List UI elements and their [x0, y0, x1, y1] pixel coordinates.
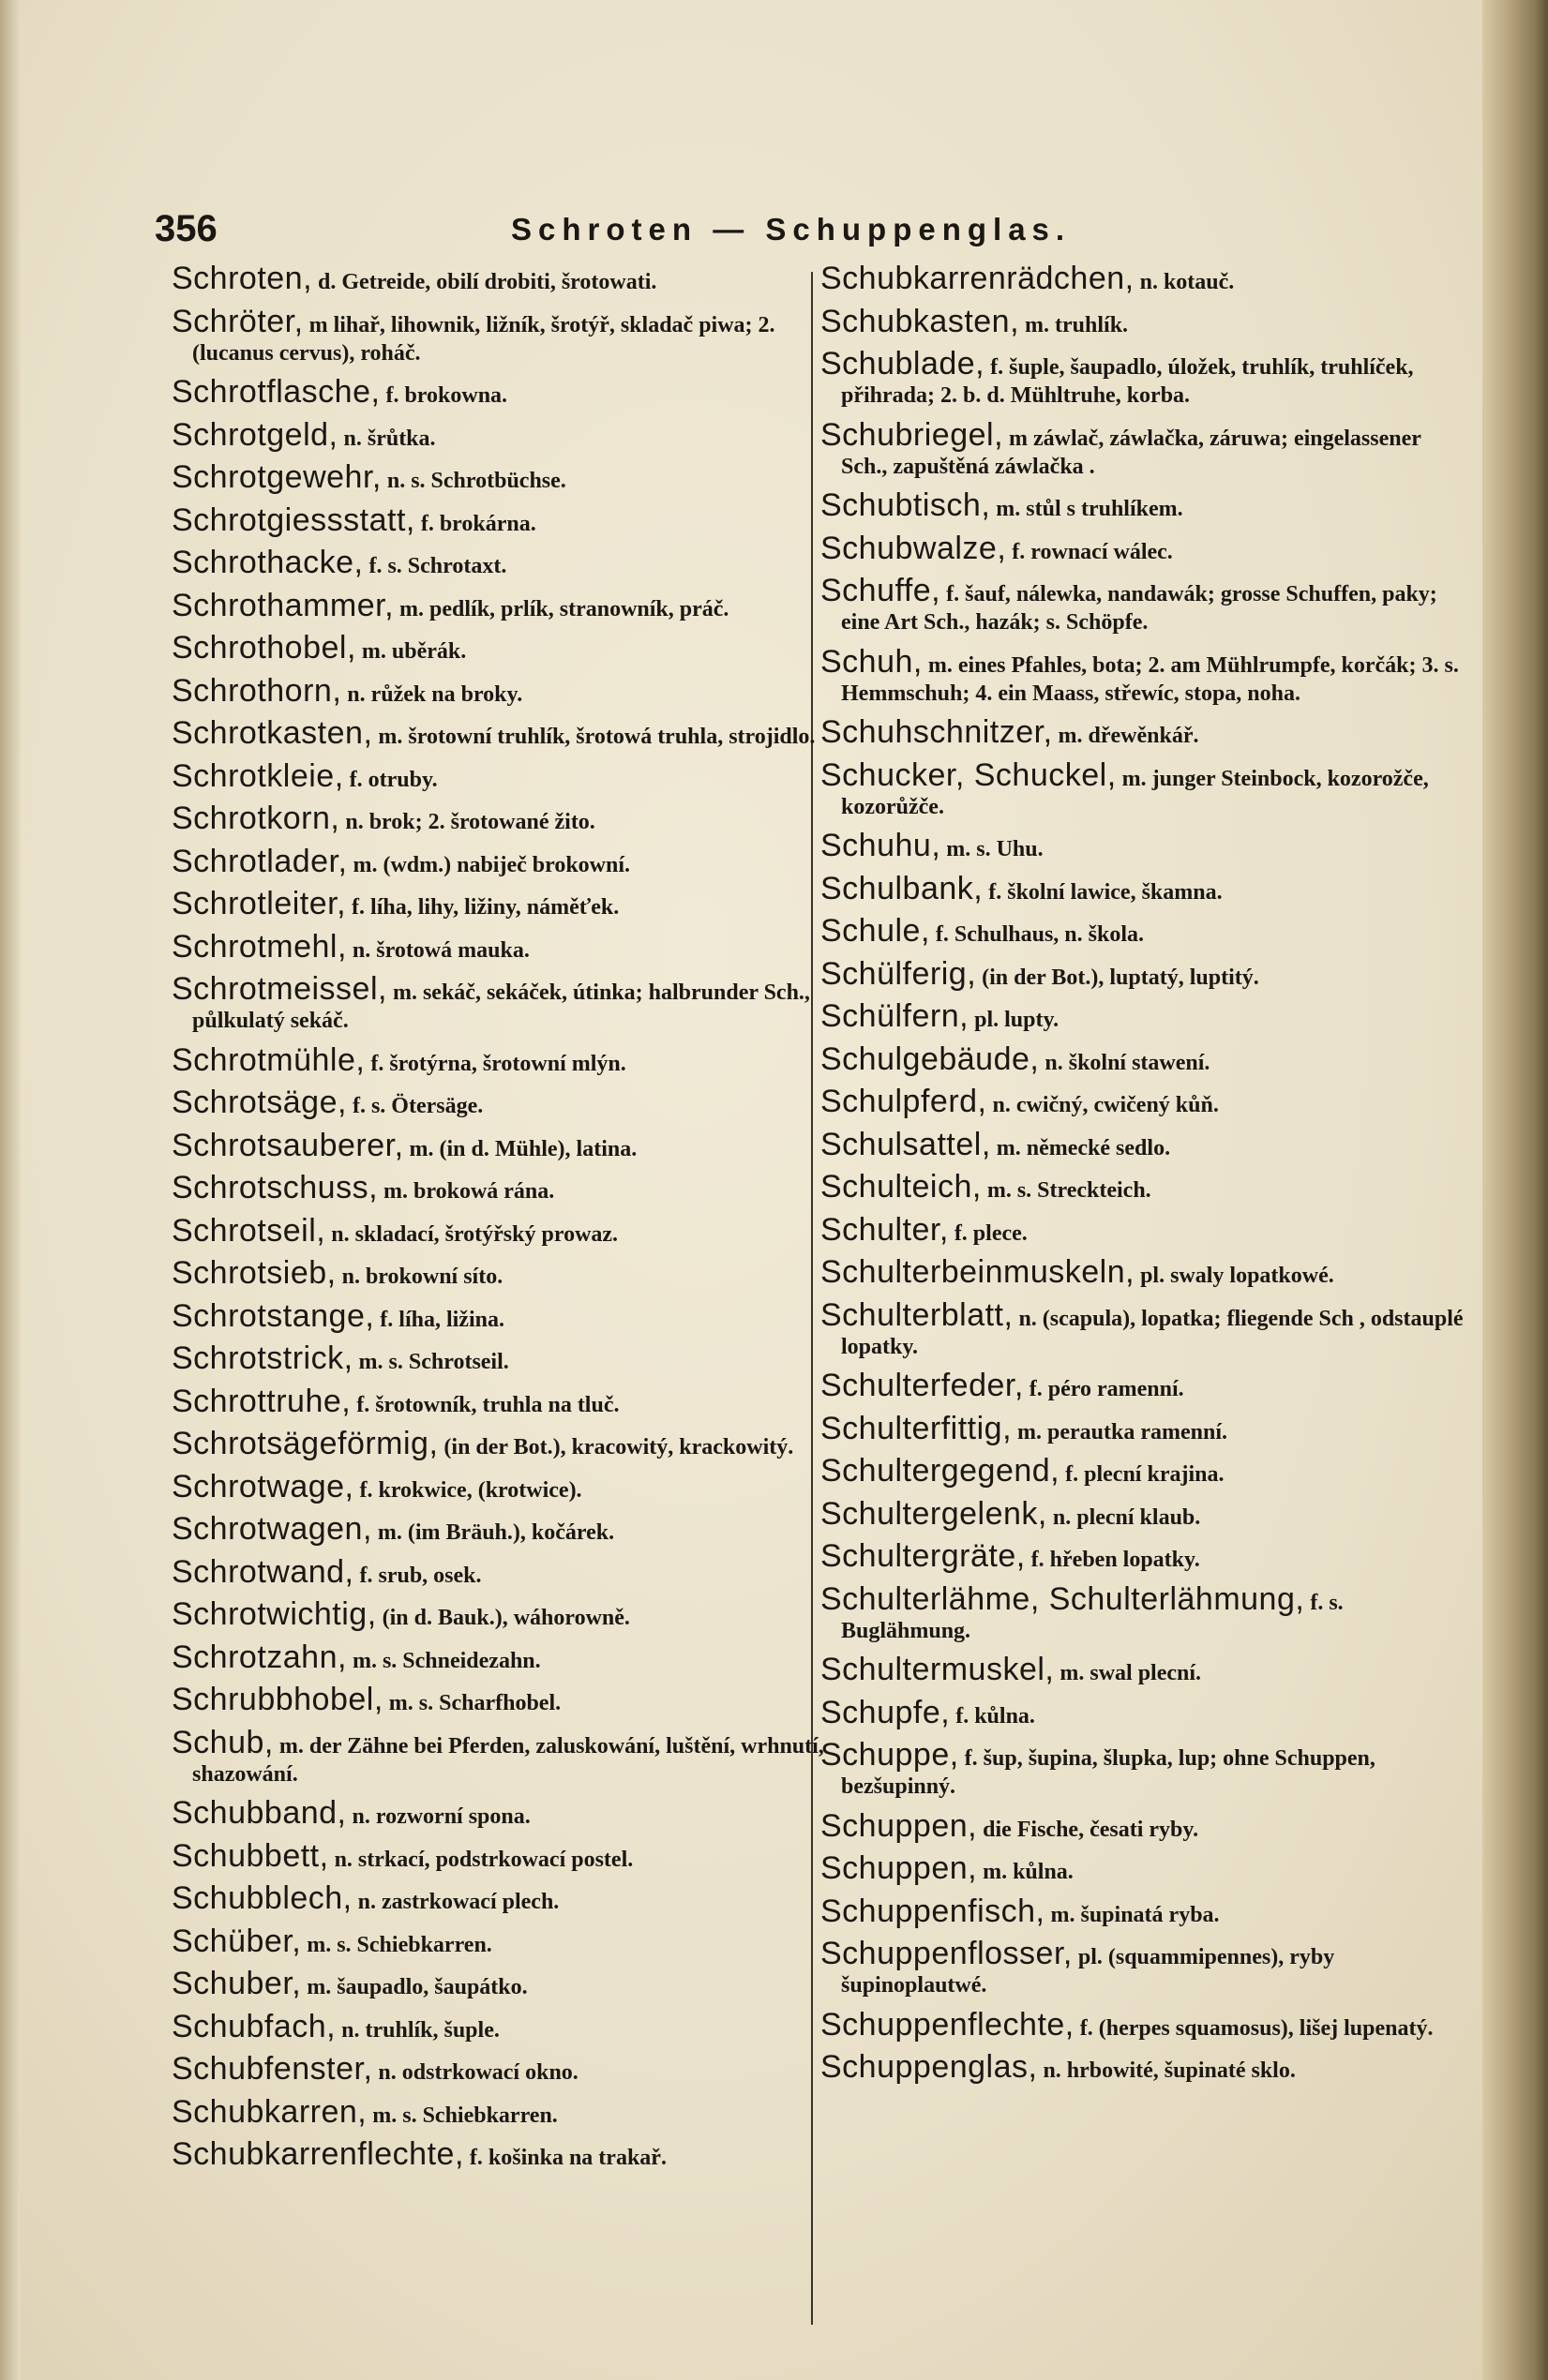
dictionary-entry — [172, 715, 828, 751]
entry-definition: m. s. Uhu. — [946, 837, 1044, 861]
dictionary-entry — [172, 1639, 828, 1675]
dictionary-entry — [820, 1084, 1472, 1119]
dictionary-entry — [172, 886, 828, 921]
entry-definition: m. s. Schiebkarren. — [372, 2103, 558, 2128]
entry-headword: Schrotlader, — [172, 843, 348, 879]
dictionary-entry — [820, 487, 1472, 523]
dictionary-entry — [172, 1170, 828, 1205]
dictionary-entry — [820, 1296, 1472, 1361]
entry-definition: (in der Bot.), luptatý, luptitý. — [982, 965, 1259, 990]
entry-headword: Schröter, — [172, 303, 304, 339]
entry-definition: m. der Zähne bei Pferden, zaluskowání, luštění, wrhnutí, shazowání. — [192, 1733, 824, 1787]
entry-definition: m. šrotowní truhlík, šrotowá truhla, strojidlo. — [378, 725, 816, 749]
entry-definition: f. (herpes squamosus), lišej lupenatý. — [1079, 2015, 1434, 2041]
page-header — [155, 208, 1449, 264]
dictionary-entry — [820, 643, 1472, 708]
entry-definition: f. školní lawice, škamna. — [988, 879, 1223, 905]
entry-definition: m. truhlík. — [1025, 312, 1129, 337]
entry-headword: Schulterfeder, — [820, 1368, 1024, 1403]
entry-headword: Schubfenster, — [172, 2051, 373, 2087]
entry-headword: Schrotsauberer, — [172, 1127, 404, 1163]
dictionary-entry — [172, 2008, 828, 2044]
dictionary-entry — [172, 459, 828, 495]
dictionary-entry — [820, 2006, 1472, 2043]
entry-definition: n. odstrkowací okno. — [378, 2060, 579, 2085]
entry-definition: f. s. Ötersäge. — [352, 1094, 484, 1118]
entry-definition: f. plecní krajina. — [1065, 1462, 1225, 1487]
entry-definition: m. (wdm.) nabiječ brokowní. — [353, 852, 631, 877]
dictionary-entry — [172, 1041, 828, 1078]
entry-definition: m. eines Pfahles, bota; 2. am Mühlrumpfe, korčák; 3. s. Hemmschuh; 4. ein Maass, střewíc, stopa, noha. — [841, 652, 1459, 706]
dictionary-entry — [820, 998, 1472, 1034]
entry-definition: f. šup, šupina, šlupka, lup; ohne Schuppen, bezšupinný. — [841, 1746, 1375, 1799]
dictionary-entry — [820, 416, 1472, 481]
entry-headword: Schrotschuss, — [172, 1170, 379, 1205]
dictionary-entry — [820, 1694, 1472, 1730]
running-head: Schroten — Schuppenglas. — [511, 212, 1072, 247]
dictionary-entry — [820, 1807, 1472, 1844]
dictionary-entry — [820, 714, 1472, 750]
entry-headword: Schuhschnitzer, — [820, 714, 1053, 750]
entry-headword: Schub, — [172, 1724, 274, 1760]
entry-headword: Schrotgeld, — [172, 416, 338, 453]
entry-headword: Schrotsieb, — [172, 1255, 337, 1291]
entry-headword: Schrotkorn, — [172, 801, 340, 836]
dictionary-entry — [820, 1893, 1472, 1929]
dictionary-entry — [172, 928, 828, 965]
entry-headword: Schubkarren, — [172, 2093, 368, 2130]
entry-headword: Schrotgewehr, — [172, 459, 382, 495]
entry-definition: m. perautka ramenní. — [1017, 1419, 1228, 1444]
entry-definition: n. zastrkowací plech. — [357, 1890, 560, 1914]
entry-headword: Schuppenflosser, — [820, 1936, 1073, 1971]
entry-definition: n. strkací, podstrkowací postel. — [334, 1847, 634, 1872]
entry-definition: f. s. Schrotaxt. — [368, 554, 507, 578]
entry-headword: Schubblech, — [172, 1880, 353, 1916]
entry-definition: f. šrotýrna, šrotowní mlýn. — [370, 1051, 626, 1076]
dictionary-entry — [172, 672, 828, 709]
entry-headword: Schulterlähme, Schulterlähmung, — [820, 1580, 1305, 1617]
entry-headword: Schultermuskel, — [820, 1652, 1055, 1687]
dictionary-entry — [820, 1453, 1472, 1489]
dictionary-entry — [172, 1127, 828, 1163]
dictionary-entry — [172, 545, 828, 580]
entry-headword: Schuppen, — [820, 1807, 978, 1844]
dictionary-entry — [820, 303, 1472, 339]
entry-headword: Schuber, — [172, 1966, 302, 2001]
entry-definition: f. rownací wálec. — [1012, 539, 1173, 564]
entry-definition: f. hřeben lopatky. — [1030, 1548, 1200, 1572]
entry-headword: Schulter, — [820, 1211, 949, 1248]
entry-headword: Schrotzahn, — [172, 1639, 347, 1675]
dictionary-entry — [820, 573, 1472, 636]
entry-definition: m. s. Scharfhobel. — [388, 1691, 562, 1715]
dictionary-entry — [820, 346, 1472, 410]
entry-headword: Schrotmehl, — [172, 928, 347, 965]
dictionary-entry — [820, 530, 1472, 566]
entry-definition: m. kůlna. — [983, 1860, 1074, 1884]
entry-definition: n. s. Schrotbüchse. — [386, 469, 566, 493]
dictionary-entry — [172, 1297, 828, 1334]
entry-definition: m. s. Schneidezahn. — [352, 1648, 541, 1673]
entry-definition: n. brok; 2. šrotowané žito. — [345, 810, 595, 834]
dictionary-entry — [820, 1211, 1472, 1248]
entry-headword: Schubtisch, — [820, 487, 991, 523]
entry-headword: Schrotmeissel, — [172, 971, 387, 1007]
entry-definition: m. uběrák. — [361, 639, 467, 664]
dictionary-entry — [172, 1837, 828, 1874]
entry-headword: Schüber, — [172, 1923, 302, 1959]
dictionary-entry — [172, 1966, 828, 2001]
entry-definition: m. (im Bräuh.), kočárek. — [377, 1520, 615, 1545]
dictionary-entry — [820, 1368, 1472, 1403]
entry-definition: d. Getreide, obilí drobiti, šrotowati. — [318, 270, 657, 294]
dictionary-entry — [820, 913, 1472, 949]
entry-definition: n. plecní klaub. — [1052, 1504, 1201, 1530]
entry-headword: Schroten, — [172, 261, 313, 296]
entry-headword: Schrothacke, — [172, 545, 364, 580]
entry-definition: f. plece. — [954, 1220, 1028, 1246]
dictionary-entry — [820, 756, 1472, 821]
dictionary-entry — [172, 1682, 828, 1717]
entry-definition: m záwlač, záwlačka, záruwa; eingelassener Sch., zapuštěná záwlačka . — [841, 426, 1421, 479]
entry-headword: Schucker, Schuckel, — [820, 756, 1117, 793]
entry-headword: Schülferig, — [820, 955, 977, 992]
entry-headword: Schulgebäude, — [820, 1040, 1040, 1077]
entry-definition: n. cwičný, cwičený kůň. — [992, 1093, 1219, 1117]
entry-headword: Schulterbeinmuskeln, — [820, 1254, 1135, 1290]
entry-definition: n. skladací, šrotýřský prowaz. — [331, 1221, 619, 1247]
entry-headword: Schuppenflechte, — [820, 2006, 1075, 2043]
entry-definition: m. šupinatá ryba. — [1050, 1902, 1220, 1927]
entry-definition: m. dřewěnkář. — [1058, 724, 1199, 748]
dictionary-entry — [820, 1737, 1472, 1801]
entry-headword: Schupfe, — [820, 1694, 951, 1730]
entry-headword: Schrothobel, — [172, 630, 356, 666]
entry-definition: f. líha, lihy, ližiny, náměťek. — [352, 895, 620, 920]
entry-headword: Schulsattel, — [820, 1126, 991, 1162]
entry-headword: Schubkarrenflechte, — [172, 2136, 464, 2172]
dictionary-entry — [172, 843, 828, 879]
entry-headword: Schubwalze, — [820, 530, 1007, 566]
entry-definition: m lihař, lihownik, ližník, šrotýř, skladač piwa; 2. (lucanus cervus), roháč. — [192, 312, 775, 366]
dictionary-entry — [820, 1936, 1472, 1999]
entry-headword: Schuhu, — [820, 828, 941, 863]
dictionary-entry — [820, 1850, 1472, 1886]
entry-definition: f. péro ramenní. — [1029, 1377, 1184, 1401]
entry-definition: m. šaupadlo, šaupátko. — [307, 1975, 528, 1999]
entry-definition: (in d. Bauk.), wáhorowně. — [382, 1606, 630, 1630]
entry-definition: f. s. Buglähmung. — [841, 1590, 1344, 1643]
entry-definition: f. brokárna. — [420, 511, 536, 536]
entry-definition: n. brokowní síto. — [341, 1265, 503, 1289]
entry-definition: m. stůl s truhlíkem. — [996, 497, 1183, 521]
entry-definition: n. kotauč. — [1139, 270, 1235, 294]
dictionary-entry — [172, 1085, 828, 1120]
dictionary-entry — [820, 870, 1472, 906]
entry-definition: n. rozworní spona. — [352, 1804, 531, 1829]
dictionary-entry — [820, 1495, 1472, 1532]
entry-headword: Schubkarrenrädchen, — [820, 261, 1135, 296]
entry-definition: n. růžek na broky. — [347, 681, 523, 707]
entry-headword: Schuffe, — [820, 573, 941, 608]
entry-headword: Schrotsäge, — [172, 1085, 347, 1120]
entry-definition: pl. lupty. — [974, 1008, 1060, 1032]
dictionary-entry — [172, 1383, 828, 1419]
entry-definition: m. brokowá rána. — [383, 1179, 555, 1204]
entry-headword: Schrothammer, — [172, 587, 395, 623]
dictionary-entry — [172, 1553, 828, 1590]
entry-definition: f. Schulhaus, n. škola. — [935, 922, 1144, 947]
dictionary-entry — [172, 1340, 828, 1376]
entry-definition: (in der Bot.), kracowitý, krackowitý. — [443, 1435, 794, 1459]
dictionary-entry — [172, 587, 828, 623]
entry-headword: Schulterfittig, — [820, 1410, 1013, 1446]
entry-definition: die Fische, česati ryby. — [983, 1817, 1199, 1842]
entry-headword: Schrotkleie, — [172, 757, 344, 794]
dictionary-entry — [172, 757, 828, 794]
entry-headword: Schultergegend, — [820, 1453, 1060, 1489]
entry-headword: Schrotstange, — [172, 1297, 375, 1334]
dictionary-entry — [172, 1426, 828, 1461]
entry-headword: Schrothorn, — [172, 672, 342, 709]
entry-definition: f. šauf, nálewka, nandawák; grosse Schuffen, paky; eine Art Sch., hazák; s. Schöpfe. — [841, 582, 1437, 635]
dictionary-entry — [172, 2051, 828, 2087]
dictionary-entry — [820, 1580, 1472, 1645]
entry-headword: Schubband, — [172, 1795, 347, 1831]
entry-definition: n. truhlík, šuple. — [341, 2017, 500, 2043]
entry-headword: Schultergräte, — [820, 1538, 1026, 1574]
entry-definition: f. srub, osek. — [359, 1563, 482, 1588]
entry-definition: m. s. Schrotseil. — [358, 1350, 509, 1374]
dictionary-entry — [172, 1880, 828, 1916]
dictionary-entry — [820, 1126, 1472, 1162]
entry-definition: m. swal plecní. — [1060, 1661, 1202, 1685]
entry-definition: f. krokwice, (krotwice). — [359, 1477, 582, 1503]
entry-definition: m. německé sedlo. — [996, 1135, 1171, 1160]
dictionary-entry — [172, 374, 828, 410]
entry-definition: m. sekáč, sekáček, útinka; halbrunder Sch., půlkulatý sekáč. — [192, 980, 810, 1033]
entry-headword: Schuppen, — [820, 1850, 978, 1886]
entry-headword: Schulterblatt, — [820, 1296, 1014, 1333]
entry-definition: f. líha, ližina. — [380, 1307, 504, 1332]
entry-headword: Schrotstrick, — [172, 1340, 353, 1376]
dictionary-entry — [172, 1468, 828, 1504]
entry-headword: Schülfern, — [820, 998, 969, 1034]
entry-headword: Schrubbhobel, — [172, 1682, 383, 1717]
dictionary-entry — [172, 1212, 828, 1249]
entry-headword: Schulteich, — [820, 1169, 982, 1205]
page-left-edge — [0, 0, 21, 2380]
dictionary-entry — [172, 1511, 828, 1547]
entry-definition: m. pedlík, prlík, stranowník, práč. — [399, 596, 729, 621]
entry-headword: Schuppe, — [820, 1737, 959, 1773]
entry-headword: Schuppenfisch, — [820, 1893, 1045, 1929]
dictionary-entry — [172, 971, 828, 1035]
dictionary-entry — [820, 1538, 1472, 1574]
entry-definition: f. šuple, šaupadlo, úložek, truhlík, truhlíček, přihrada; 2. b. d. Mühltruhe, korba. — [841, 355, 1414, 408]
entry-definition: f. šrotowník, truhla na tluč. — [356, 1392, 620, 1417]
dictionary-entry — [820, 1040, 1472, 1077]
dictionary-entry — [172, 630, 828, 666]
entry-definition: n. šrůtka. — [343, 426, 436, 451]
dictionary-entry — [172, 261, 828, 296]
entry-definition: m. s. Streckteich. — [986, 1178, 1151, 1203]
entry-headword: Schublade, — [820, 346, 985, 382]
entry-headword: Schrotwand, — [172, 1553, 354, 1590]
entry-headword: Schrotwichtig, — [172, 1596, 377, 1632]
entry-headword: Schrotwagen, — [172, 1511, 372, 1547]
entry-definition: m. junger Steinbock, kozorožče, kozorůžče. — [841, 766, 1429, 819]
entry-definition: m. (in d. Mühle), latina. — [409, 1136, 638, 1161]
dictionary-entry — [820, 261, 1472, 296]
dictionary-entry — [820, 1169, 1472, 1205]
dictionary-entry — [172, 2093, 828, 2130]
entry-definition: pl. swaly lopatkowé. — [1140, 1264, 1334, 1288]
entry-definition: n. školní stawení. — [1045, 1050, 1210, 1075]
entry-headword: Schulbank, — [820, 870, 984, 906]
entry-headword: Schrotleiter, — [172, 886, 347, 921]
dictionary-entry — [172, 416, 828, 453]
entry-headword: Schubkasten, — [820, 303, 1020, 339]
dictionary-entry — [172, 2136, 828, 2172]
entry-definition: n. (scapula), lopatka; fliegende Sch , odstauplé lopatky. — [841, 1306, 1464, 1359]
dictionary-entry — [172, 501, 828, 538]
entry-headword: Schrotgiessstatt, — [172, 501, 415, 538]
dictionary-entry — [172, 801, 828, 836]
left-column — [172, 261, 828, 2183]
entry-headword: Schubfach, — [172, 2008, 337, 2044]
dictionary-entry — [820, 1254, 1472, 1290]
entry-definition: f. kůlna. — [955, 1703, 1035, 1729]
dictionary-entry — [820, 955, 1472, 992]
right-column — [820, 261, 1472, 2096]
entry-headword: Schultergelenk, — [820, 1495, 1047, 1532]
entry-headword: Schule, — [820, 913, 930, 949]
entry-headword: Schubriegel, — [820, 416, 1004, 453]
entry-definition: n. hrbowité, šupinaté sklo. — [1043, 2058, 1296, 2083]
dictionary-entry — [172, 303, 828, 367]
entry-definition: f. brokowna. — [385, 383, 508, 408]
entry-headword: Schrotwage, — [172, 1468, 354, 1504]
entry-definition: f. otruby. — [349, 767, 438, 792]
entry-definition: n. šrotowá mauka. — [352, 937, 530, 963]
book-spine-edge — [1482, 0, 1548, 2380]
entry-definition: pl. (squammipennes), ryby šupinoplautwé. — [841, 1945, 1335, 1998]
entry-headword: Schrotflasche, — [172, 374, 381, 410]
entry-headword: Schrotmühle, — [172, 1041, 366, 1078]
entry-headword: Schubbett, — [172, 1837, 329, 1874]
entry-headword: Schrotseil, — [172, 1212, 326, 1249]
dictionary-entry — [172, 1795, 828, 1831]
entry-definition: f. košinka na trakař. — [469, 2146, 667, 2170]
dictionary-entry — [172, 1255, 828, 1291]
entry-headword: Schrottruhe, — [172, 1383, 352, 1419]
dictionary-entry — [820, 1410, 1472, 1446]
dictionary-entry — [172, 1596, 828, 1632]
entry-headword: Schuppenglas, — [820, 2049, 1038, 2085]
dictionary-entry — [172, 1724, 828, 1789]
dictionary-entry — [820, 1652, 1472, 1687]
dictionary-entry — [820, 2049, 1472, 2085]
entry-headword: Schulpferd, — [820, 1084, 987, 1119]
dictionary-entry — [820, 828, 1472, 863]
entry-headword: Schrotsägeförmig, — [172, 1426, 439, 1461]
entry-headword: Schuh, — [820, 643, 923, 680]
dictionary-entry — [172, 1923, 828, 1959]
page-number: 356 — [155, 208, 218, 249]
entry-headword: Schrotkasten, — [172, 715, 373, 751]
entry-definition: m. s. Schiebkarren. — [307, 1932, 492, 1957]
